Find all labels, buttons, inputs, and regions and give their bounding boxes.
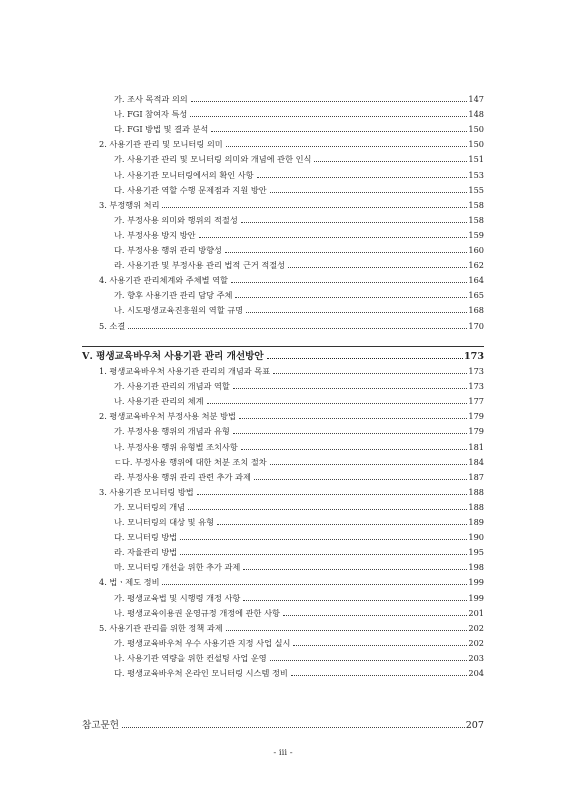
toc-leader-dots xyxy=(217,524,467,525)
toc-entry-page: 158 xyxy=(468,214,484,225)
toc-leader-dots xyxy=(291,675,468,676)
toc-leader-dots xyxy=(254,479,468,480)
toc-entry-page: 148 xyxy=(468,109,484,120)
toc-entry-label: 나. 사용기관 모니터링에서의 확인 사항 xyxy=(114,169,254,180)
toc-entry-page: 177 xyxy=(468,396,484,407)
toc-entry[interactable] xyxy=(114,593,484,604)
toc-entry[interactable] xyxy=(114,170,484,181)
toc-leader-dots xyxy=(191,101,468,102)
toc-entry[interactable] xyxy=(114,472,484,483)
toc-entry-page: 199 xyxy=(468,592,484,603)
toc-entry-page: 184 xyxy=(468,456,484,467)
toc-leader-dots xyxy=(225,252,467,253)
chapter-divider xyxy=(82,346,484,347)
toc-entry-page: 168 xyxy=(468,305,484,316)
toc-entry-label: 라. 사용기관 및 부정사용 관리 법적 근거 적절성 xyxy=(114,260,286,271)
toc-leader-dots xyxy=(162,207,467,208)
toc-entry-label: 라. 자율관리 방법 xyxy=(114,547,178,558)
toc-entry[interactable] xyxy=(114,305,484,316)
toc-leader-dots xyxy=(243,569,467,570)
toc-entry[interactable] xyxy=(114,653,484,664)
toc-entry-page: 199 xyxy=(468,577,484,588)
toc-entry-page: 150 xyxy=(468,139,484,150)
toc-entry-label: 가. 사용기관 관리 및 모니터링 의미와 개념에 관한 인식 xyxy=(114,154,312,165)
toc-entry-page: 201 xyxy=(468,607,484,618)
toc-entry[interactable] xyxy=(114,442,484,453)
toc-entry-label: 2. 사용기관 관리 및 모니터링 의미 xyxy=(99,139,223,150)
toc-entry-label: 나. 모니터링의 대상 및 유형 xyxy=(114,517,215,527)
toc-leader-dots xyxy=(293,645,467,646)
toc-entry-label: 가. 평생교육법 및 시행령 개정 사항 xyxy=(114,592,241,603)
toc-entry-label: 나. 시도평생교육진흥원의 역할 규명 xyxy=(114,305,244,316)
toc-entry-label: 참고문헌 xyxy=(82,720,120,731)
toc-entry-page: 153 xyxy=(468,169,484,180)
toc-entry[interactable] xyxy=(114,562,484,573)
toc-entry[interactable] xyxy=(114,154,484,165)
toc-entry-page: 187 xyxy=(468,471,484,482)
toc-entry-label: 나. 사용기관 역량을 위한 컨설팅 사업 운영 xyxy=(114,652,267,663)
toc-entry-label: 다. 평생교육바우처 온라인 모니터링 시스템 정비 xyxy=(114,668,288,678)
toc-leader-dots xyxy=(246,312,467,313)
toc-leader-dots xyxy=(211,131,467,132)
toc-entry[interactable] xyxy=(99,200,484,211)
toc-leader-dots xyxy=(273,373,467,374)
toc-entry-label: 나. FGI 참여자 특성 xyxy=(114,109,188,120)
toc-entry[interactable] xyxy=(114,230,484,241)
toc-leader-dots xyxy=(257,177,468,178)
toc-entry-label: 5. 사용기관 관리를 위한 정책 과제 xyxy=(99,622,223,633)
toc-leader-dots xyxy=(270,464,468,465)
toc-references-entry[interactable] xyxy=(82,720,484,731)
toc-entry-page: 147 xyxy=(468,94,484,104)
toc-entry[interactable] xyxy=(99,411,484,422)
toc-leader-dots xyxy=(122,727,465,728)
toc-entry-page: 159 xyxy=(468,229,484,240)
toc-leader-dots xyxy=(231,282,467,283)
toc-entry-page: 188 xyxy=(468,486,484,497)
toc-leader-dots xyxy=(226,630,468,631)
toc-entry-page: 198 xyxy=(468,562,484,573)
toc-entry-label: 4. 법ㆍ제도 정비 xyxy=(99,577,160,588)
toc-entry-label: 가. 부정사용 행위의 개념과 유형 xyxy=(114,426,230,437)
toc-entry[interactable] xyxy=(114,608,484,619)
toc-entry-label: 나. 평생교육이용권 운영규정 개정에 관한 사항 xyxy=(114,607,280,618)
toc-entry[interactable] xyxy=(114,290,484,301)
page-number: - iii - xyxy=(273,748,293,758)
toc-entry[interactable] xyxy=(99,623,484,634)
toc-entry-page: 181 xyxy=(468,441,484,452)
toc-entry[interactable] xyxy=(114,426,484,437)
toc-entry[interactable] xyxy=(99,321,484,332)
toc-entry-label: 라. 부정사용 행위 관리 관련 추가 과제 xyxy=(114,471,251,482)
toc-entry-page: 188 xyxy=(468,501,484,512)
toc-leader-dots xyxy=(197,494,468,495)
toc-entry-label: 2. 평생교육바우처 부정사용 처분 방법 xyxy=(99,411,236,422)
toc-entry-label: 가. 조사 목적과 의의 xyxy=(114,94,188,104)
toc-entry-page: 202 xyxy=(468,622,484,633)
toc-leader-dots xyxy=(235,297,467,298)
toc-entry-page: 189 xyxy=(468,517,484,527)
toc-entry-page: 203 xyxy=(468,652,484,663)
toc-entry-page: 202 xyxy=(468,637,484,648)
toc-entry[interactable] xyxy=(99,139,484,150)
toc-entry[interactable] xyxy=(99,275,484,286)
toc-entry-page: 162 xyxy=(468,260,484,271)
toc-leader-dots xyxy=(162,584,467,585)
toc-entry[interactable] xyxy=(99,366,484,377)
toc-entry[interactable] xyxy=(99,577,484,588)
toc-entry[interactable] xyxy=(114,668,484,679)
toc-leader-dots xyxy=(180,554,467,555)
toc-entry[interactable] xyxy=(114,185,484,196)
toc-chapter-entry[interactable] xyxy=(82,351,484,362)
toc-entry-label: 다. 부정사용 행위 관리 방향성 xyxy=(114,245,222,255)
toc-leader-dots xyxy=(128,328,467,329)
toc-entry-page: 173 xyxy=(463,351,484,362)
toc-entry-page: 195 xyxy=(468,547,484,558)
toc-entry-page: 179 xyxy=(468,411,484,422)
toc-entry[interactable] xyxy=(114,532,484,543)
toc-entry-label: 다. 모니터링 방법 xyxy=(114,532,178,543)
toc-entry[interactable] xyxy=(114,517,484,528)
toc-entry-label: ㄷ다. 부정사용 행위에 대한 처분 조치 절차 xyxy=(114,456,267,467)
toc-entry[interactable] xyxy=(114,94,484,105)
toc-leader-dots xyxy=(239,418,468,419)
toc-entry-label: 나. 사용기관 관리의 체계 xyxy=(114,396,204,407)
toc-entry-label: 가. 사용기관 관리의 개념과 역할 xyxy=(114,381,230,392)
toc-entry[interactable] xyxy=(114,215,484,226)
toc-entry-label: 다. FGI 방법 및 결과 분석 xyxy=(114,124,209,135)
toc-entry[interactable] xyxy=(114,245,484,256)
toc-entry-label: 가. 모니터링의 개념 xyxy=(114,501,186,512)
toc-leader-dots xyxy=(288,267,467,268)
toc-entry-label: 나. 부정사용 방지 방안 xyxy=(114,229,196,240)
toc-leader-dots xyxy=(226,146,468,147)
toc-entry-page: 150 xyxy=(468,124,484,135)
toc-entry-label: 마. 모니터링 개선을 위한 추가 과제 xyxy=(114,562,241,573)
toc-entry-page: 170 xyxy=(468,320,484,331)
toc-entry-page: 173 xyxy=(468,381,484,392)
toc-entry-label: Ⅴ. 평생교육바우처 사용기관 관리 개선방안 xyxy=(82,351,264,362)
toc-entry-label: 가. 부정사용 의미와 행위의 적절성 xyxy=(114,214,238,225)
toc-leader-dots xyxy=(199,237,468,238)
toc-entry-label: 4. 사용기관 관리체계와 주체별 역할 xyxy=(99,275,228,286)
toc-leader-dots xyxy=(267,358,463,359)
toc-leader-dots xyxy=(283,615,467,616)
toc-entry[interactable] xyxy=(114,260,484,271)
toc-leader-dots xyxy=(243,600,467,601)
toc-entry-page: 173 xyxy=(468,366,484,376)
toc-entry-label: 다. 사용기관 역할 수행 문제점과 지원 방안 xyxy=(114,184,267,195)
toc-leader-dots xyxy=(270,660,468,661)
toc-entry-page: 190 xyxy=(468,532,484,543)
toc-entry-label: 5. 소결 xyxy=(99,320,126,331)
toc-entry-page: 179 xyxy=(468,426,484,437)
toc-leader-dots xyxy=(233,388,468,389)
toc-entry-page: 151 xyxy=(468,154,484,165)
toc-entry[interactable] xyxy=(114,124,484,135)
toc-leader-dots xyxy=(270,192,468,193)
toc-entry-page: 207 xyxy=(465,720,484,731)
toc-leader-dots xyxy=(190,116,467,117)
toc-entry-label: 가. 향후 사용기관 관리 담당 주체 xyxy=(114,290,233,301)
toc-entry-page: 155 xyxy=(468,184,484,195)
toc-entry[interactable] xyxy=(114,502,484,513)
toc-entry-page: 160 xyxy=(468,245,484,255)
toc-leader-dots xyxy=(188,509,467,510)
toc-entry-page: 164 xyxy=(468,275,484,286)
toc-entry-page: 204 xyxy=(468,668,484,678)
toc-entry[interactable] xyxy=(114,396,484,407)
toc-entry[interactable] xyxy=(99,487,484,498)
toc-entry-page: 158 xyxy=(468,199,484,210)
toc-entry[interactable] xyxy=(114,547,484,558)
toc-leader-dots xyxy=(233,433,468,434)
toc-entry[interactable] xyxy=(114,457,484,468)
toc-leader-dots xyxy=(180,539,467,540)
toc-entry-label: 나. 부정사용 행위 유형별 조치사항 xyxy=(114,441,238,452)
toc-entry-label: 가. 평생교육바우처 우수 사용기관 지정 사업 실시 xyxy=(114,637,291,648)
toc-entry-page: 165 xyxy=(468,290,484,301)
toc-leader-dots xyxy=(207,403,468,404)
toc-entry[interactable] xyxy=(114,109,484,120)
toc-entry-label: 3. 사용기관 모니터링 방법 xyxy=(99,486,194,497)
toc-leader-dots xyxy=(241,222,468,223)
toc-entry-label: 1. 평생교육바우처 사용기관 관리의 개념과 목표 xyxy=(99,366,271,376)
toc-entry-label: 3. 부정행위 처리 xyxy=(99,199,160,210)
toc-entry[interactable] xyxy=(114,638,484,649)
toc-entry[interactable] xyxy=(114,381,484,392)
toc-leader-dots xyxy=(241,449,468,450)
toc-leader-dots xyxy=(314,161,467,162)
